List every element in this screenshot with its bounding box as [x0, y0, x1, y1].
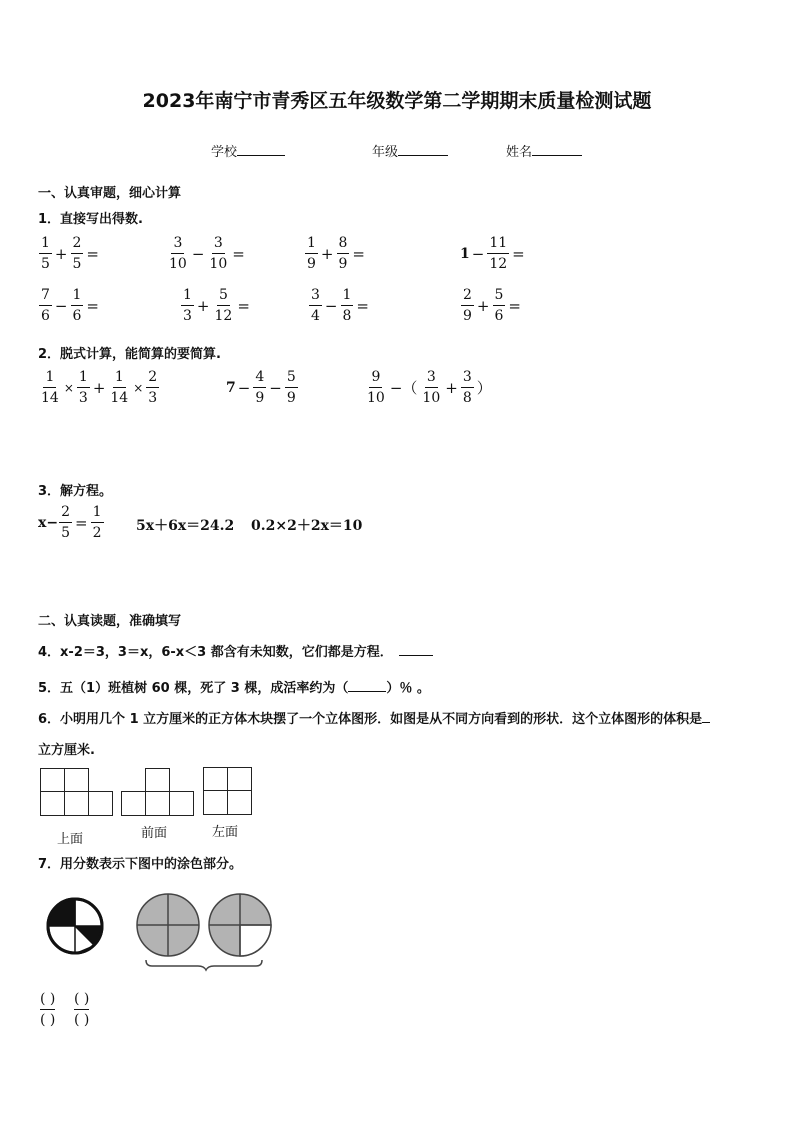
- q5: [38, 677, 430, 696]
- fraction: $\frac{3}{8}$: [462, 369, 472, 406]
- name-label: 姓名: [506, 145, 533, 160]
- fraction: $\frac{9}{10}$: [367, 369, 385, 406]
- q6-line-1: [38, 708, 710, 727]
- front-view-label: 前面: [141, 826, 168, 841]
- fraction: $\frac{2}{3}$: [148, 369, 158, 406]
- grade-label: 年级: [372, 145, 399, 160]
- q7-answer-1[interactable]: ( ) ( ): [40, 991, 56, 1028]
- q7-figure: [40, 888, 280, 972]
- left-view-label: 左面: [212, 825, 239, 840]
- fraction: $\frac{8}{9}$: [338, 235, 348, 272]
- name-blank[interactable]: [532, 155, 582, 156]
- q4-answer-blank[interactable]: [399, 655, 433, 656]
- fraction: $\frac{5}{9}$: [286, 369, 296, 406]
- q1-item-4: 1 − $\frac{11}{12}$ =: [460, 235, 525, 272]
- q3-text: 3．解方程。: [38, 484, 113, 499]
- fraction: $\frac{7}{6}$: [41, 287, 50, 324]
- section2-heading: 二、认真读题，准确填写: [38, 614, 182, 629]
- q6-text-b: 立方厘米.: [38, 743, 95, 758]
- fraction: $\frac{1}{6}$: [72, 287, 82, 324]
- fraction: $\frac{1}{14}$: [110, 369, 129, 406]
- fraction: $\frac{3}{10}$: [169, 235, 187, 272]
- page-title: 2023年南宁市青秀区五年级数学第二学期期末质量检测试题: [142, 90, 652, 112]
- fraction: $\frac{1}{3}$: [183, 287, 192, 324]
- q2-expr-1: $\frac{1}{14}$ × $\frac{1}{3}$ + $\frac{1}{14}$ × $\frac{2}{3}$: [41, 369, 158, 406]
- q1-item-7: $\frac{3}{4}$ − $\frac{1}{8}$ =: [311, 287, 369, 324]
- fraction: $\frac{11}{12}$: [489, 235, 508, 272]
- q2-expr-3: $\frac{9}{10}$ −（ $\frac{3}{10}$ + $\frac{3}{8}$ ）: [367, 369, 492, 406]
- q6-text-a: 6．小明用几个 1 立方厘米的正方体木块摆了一个立体图形．如图是从不同方向看到的形状．这个立体图形的体积是: [38, 712, 703, 727]
- q3-eq-3: 0.2×2＋2x＝10: [251, 518, 363, 534]
- school-blank[interactable]: [237, 155, 285, 156]
- q2-expr-2: 7 − $\frac{4}{9}$ − $\frac{5}{9}$: [226, 369, 296, 406]
- grade-blank[interactable]: [398, 155, 448, 156]
- fraction: $\frac{3}{10}$: [209, 235, 228, 272]
- brace: [146, 960, 262, 970]
- fraction: $\frac{3}{10}$: [422, 369, 441, 406]
- q1-item-8: $\frac{2}{9}$ + $\frac{5}{6}$ =: [463, 287, 521, 324]
- fraction: $\frac{1}{2}$: [92, 504, 102, 541]
- q1-item-6: $\frac{1}{3}$ + $\frac{5}{12}$ =: [183, 287, 250, 324]
- fraction: $\frac{4}{9}$: [255, 369, 265, 406]
- q1-item-5: $\frac{7}{6}$ − $\frac{1}{6}$ =: [41, 287, 99, 324]
- q3-eq-1: x− $\frac{2}{5}$ = $\frac{1}{2}$: [38, 504, 102, 541]
- school-label: 学校: [211, 145, 238, 160]
- fraction: $\frac{2}{5}$: [72, 235, 82, 272]
- q4-text: 4．x-2＝3，3＝x，6-x＜3 都含有未知数，它们都是方程．: [38, 645, 393, 660]
- q4: [38, 641, 433, 660]
- circle-3: [209, 894, 271, 956]
- q7-answer-2[interactable]: ( ) ( ): [74, 991, 90, 1028]
- fraction: $\frac{3}{4}$: [311, 287, 320, 324]
- name-field[interactable]: [506, 141, 582, 160]
- circle-2: [137, 894, 199, 956]
- fraction: $\frac{5}{12}$: [214, 287, 233, 324]
- fraction: $\frac{2}{9}$: [463, 287, 472, 324]
- fraction: $\frac{1}{14}$: [41, 369, 59, 406]
- q6-answer-blank[interactable]: [702, 722, 710, 723]
- fraction: $\frac{1}{9}$: [307, 235, 316, 272]
- top-view-label: 上面: [57, 832, 84, 847]
- fraction: $\frac{1}{3}$: [78, 369, 88, 406]
- q5-text-a: 5．五（1）班植树 60 棵，死了 3 棵，成活率约为（: [38, 681, 349, 696]
- fraction: $\frac{1}{8}$: [342, 287, 352, 324]
- q1-item-3: $\frac{1}{9}$ + $\frac{8}{9}$ =: [307, 235, 365, 272]
- fraction: $\frac{5}{6}$: [494, 287, 504, 324]
- q5-answer-blank[interactable]: [348, 691, 386, 692]
- grade-field[interactable]: [372, 141, 448, 160]
- fraction: $\frac{1}{5}$: [41, 235, 50, 272]
- q7-text: 7．用分数表示下图中的涂色部分。: [38, 857, 243, 872]
- q3-eq-2: 5x＋6x＝24.2: [136, 518, 235, 534]
- school-field[interactable]: [211, 141, 285, 160]
- q5-text-b: ）％ 。: [386, 681, 430, 696]
- q1-text: 1．直接写出得数.: [38, 212, 143, 227]
- q2-text: 2．脱式计算，能简算的要简算.: [38, 347, 221, 362]
- circle-1: [48, 899, 102, 953]
- q1-item-2: $\frac{3}{10}$ − $\frac{3}{10}$ =: [169, 235, 245, 272]
- section1-heading: 一、认真审题，细心计算: [38, 186, 182, 201]
- fraction: $\frac{2}{5}$: [61, 504, 70, 541]
- q1-item-1: $\frac{1}{5}$ + $\frac{2}{5}$ =: [41, 235, 99, 272]
